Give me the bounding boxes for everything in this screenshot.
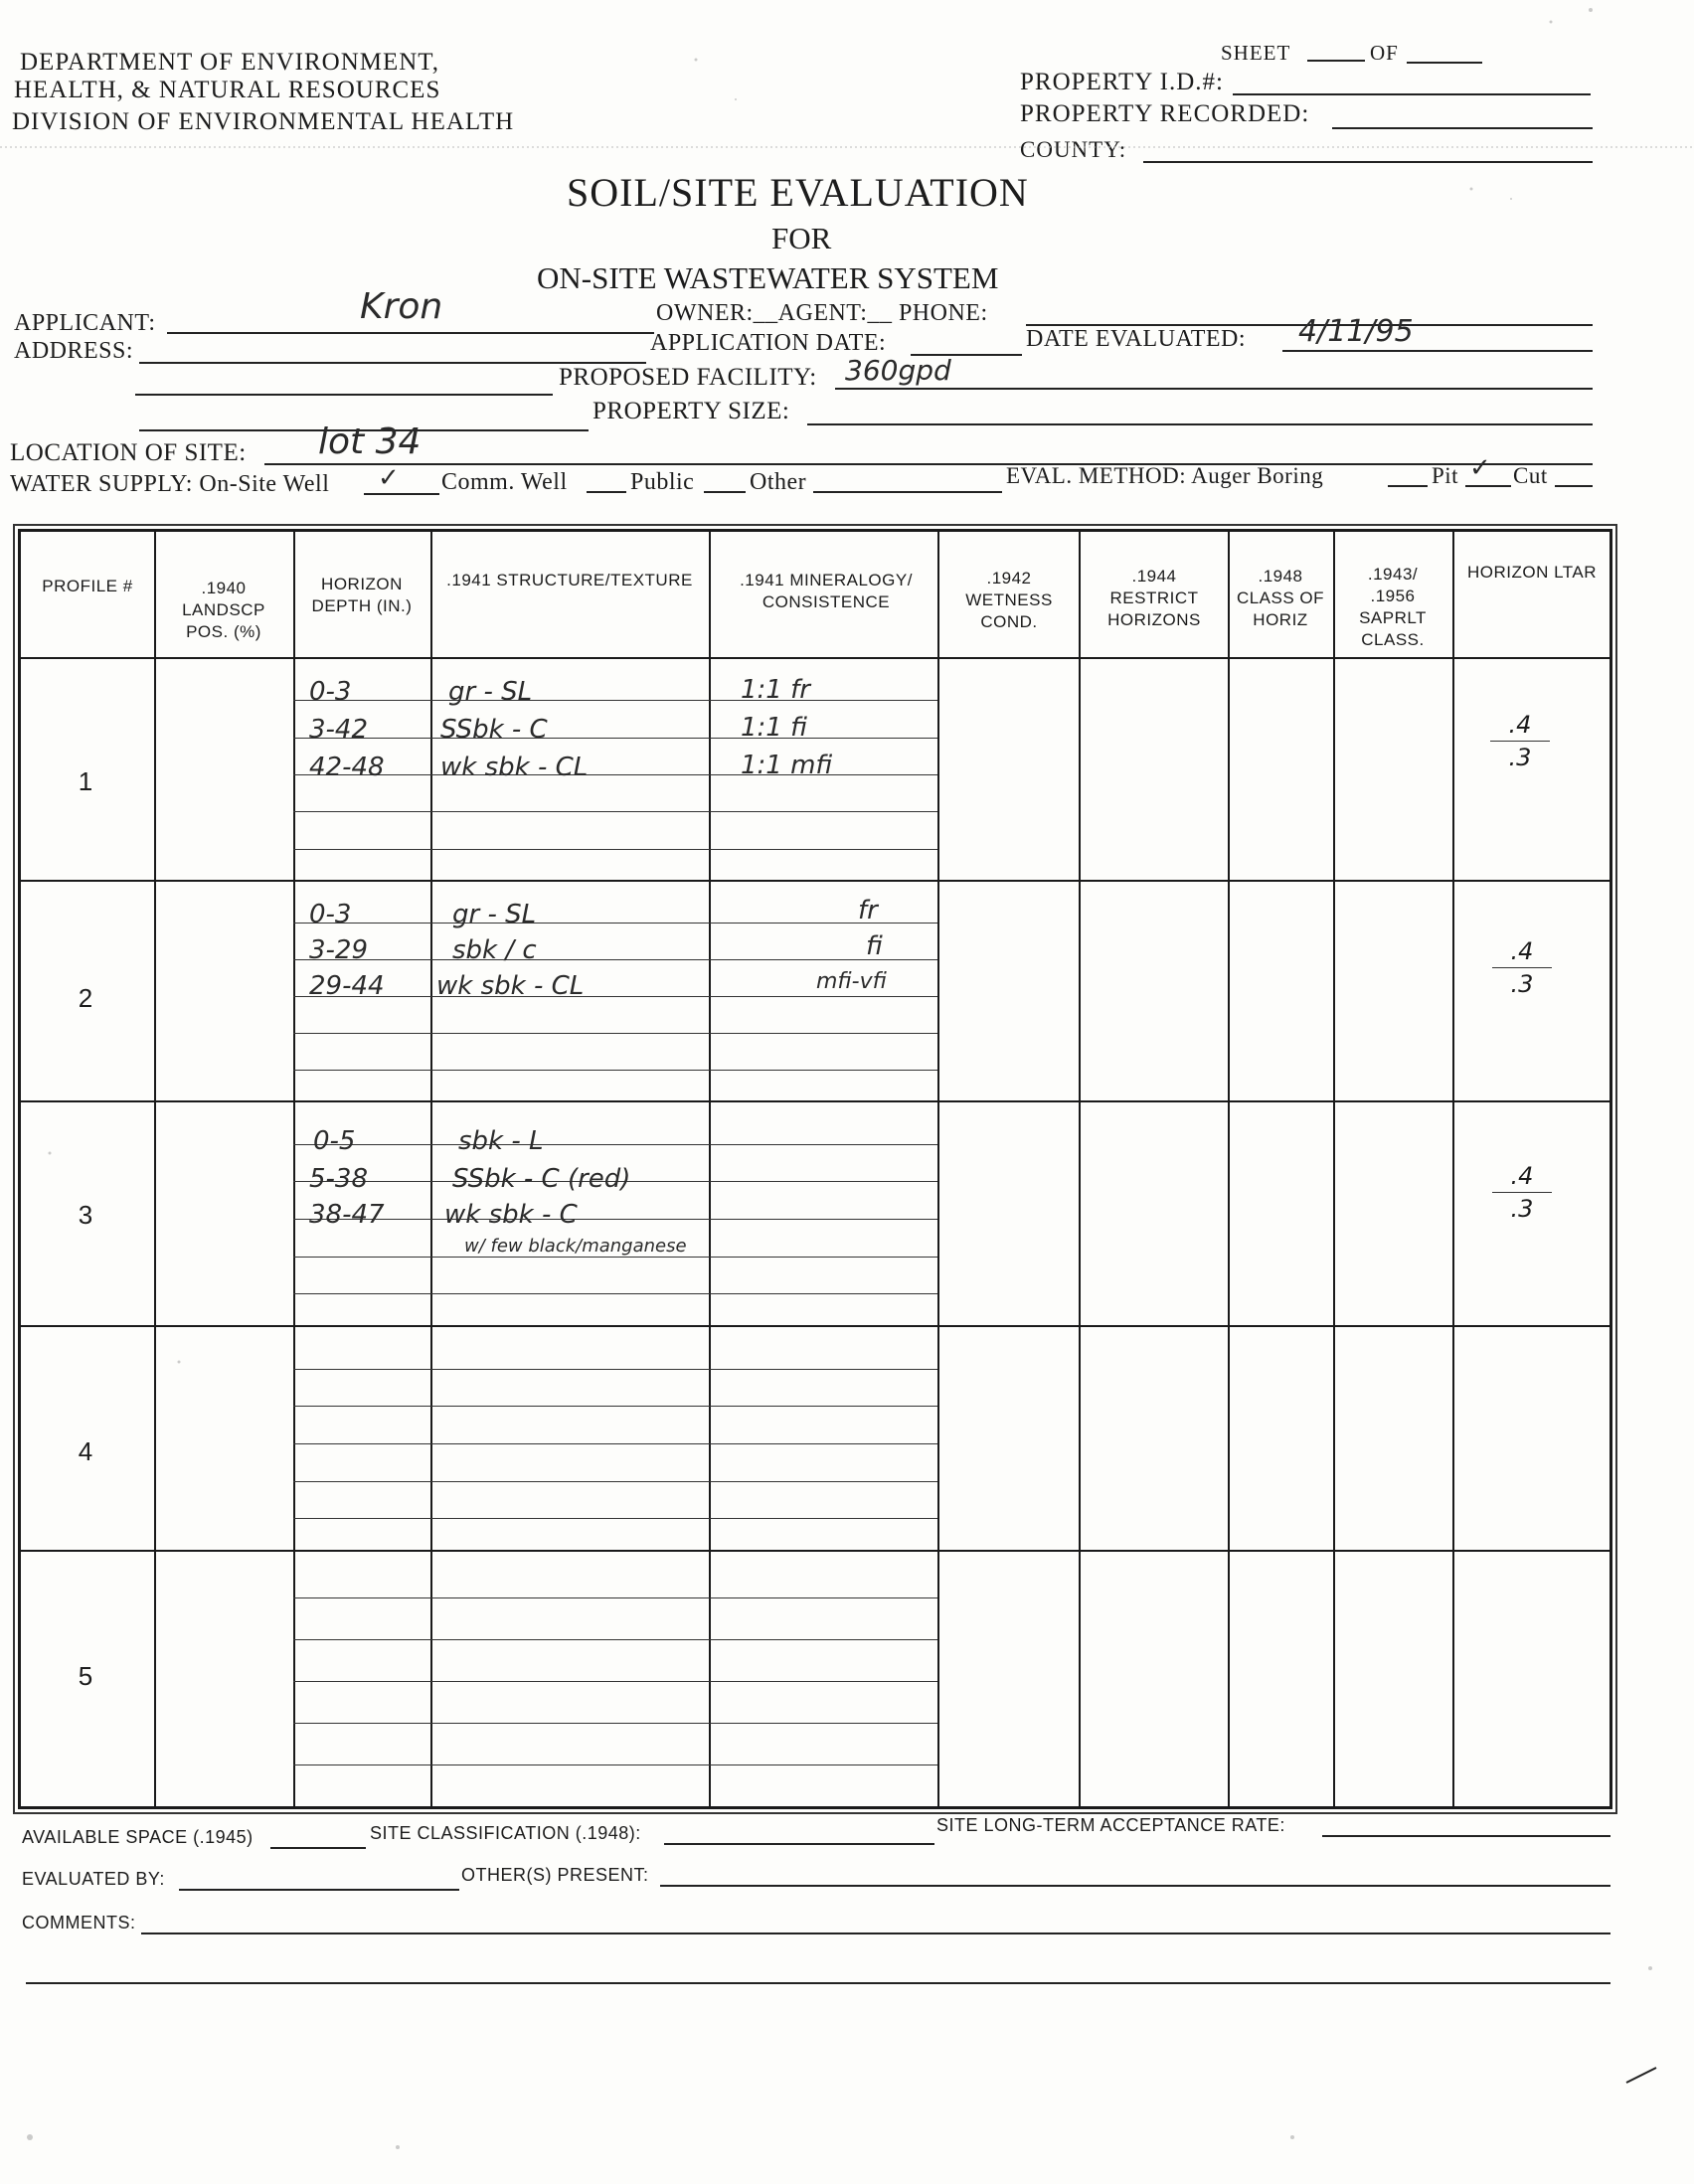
ltar-bottom: .3: [1508, 744, 1532, 771]
th-profile: PROFILE #: [42, 577, 133, 595]
mineralogy-cell: 1:1 mfi: [741, 751, 833, 780]
mineralogy-cell: mfi-vfi: [816, 969, 887, 994]
ltar-top: .4: [1508, 711, 1532, 739]
profile-number: 3: [78, 1200, 93, 1230]
depth-cell: 3-42: [309, 715, 369, 745]
comments-label: COMMENTS:: [22, 1913, 136, 1932]
profile-note: w/ few black/manganese: [464, 1236, 687, 1257]
dept-line-2: HEALTH, & NATURAL RESOURCES: [14, 77, 441, 103]
ltar-top: .4: [1510, 937, 1534, 965]
depth-cell: 38-47: [309, 1200, 385, 1230]
ltar-bottom: .3: [1510, 970, 1534, 998]
other-label: Other: [750, 469, 807, 495]
th-structure: .1941 STRUCTURE/TEXTURE: [446, 571, 693, 589]
sheet-label: SHEET: [1221, 41, 1291, 65]
applicant-label: APPLICANT:: [14, 310, 156, 336]
depth-cell: 0-3: [309, 677, 352, 707]
others-present-label: OTHER(S) PRESENT:: [461, 1865, 649, 1885]
structure-cell: sbk - L: [458, 1126, 544, 1156]
evaluated-by-label: EVALUATED BY:: [22, 1869, 165, 1889]
date-evaluated-value: 4/11/95: [1298, 314, 1414, 349]
water-supply-label: WATER SUPPLY: On-Site Well: [10, 471, 330, 497]
applicant-value: Kron: [360, 286, 443, 327]
public-label: Public: [630, 469, 695, 495]
property-id-label: PROPERTY I.D.#:: [1020, 69, 1224, 95]
th-landscp: .1940 LANDSCP POS. (%): [182, 579, 265, 641]
form-title: SOIL/SITE EVALUATION: [567, 170, 1029, 215]
ltar-top: .4: [1510, 1162, 1534, 1190]
th-class: .1948 CLASS OF HORIZ: [1236, 567, 1325, 629]
profile-number: 1: [78, 766, 93, 796]
property-recorded-label: PROPERTY RECORDED:: [1020, 100, 1310, 127]
profile-number: 2: [78, 983, 93, 1013]
form-subtitle: ON-SITE WASTEWATER SYSTEM: [537, 260, 999, 295]
available-space-label: AVAILABLE SPACE (.1945): [22, 1827, 254, 1847]
th-wetness: .1942 WETNESS COND.: [965, 569, 1053, 631]
structure-cell: gr - SL: [448, 677, 533, 707]
th-restrict: .1944 RESTRICT HORIZONS: [1107, 567, 1201, 629]
mineralogy-cell: 1:1 fi: [741, 713, 807, 743]
depth-cell: 29-44: [309, 971, 385, 1001]
comm-well-label: Comm. Well: [441, 469, 568, 495]
cut-label: Cut: [1513, 463, 1548, 488]
dept-line-3: DIVISION OF ENVIRONMENTAL HEALTH: [12, 108, 515, 135]
dept-line-1: DEPARTMENT OF ENVIRONMENT,: [20, 49, 439, 76]
form-title-for: FOR: [771, 221, 832, 255]
depth-cell: 0-3: [309, 900, 352, 929]
owner-agent-phone-label: OWNER:__AGENT:__ PHONE:: [656, 300, 988, 326]
pit-label: Pit: [1432, 463, 1459, 488]
site-classification-label: SITE CLASSIFICATION (.1948):: [370, 1823, 641, 1843]
th-horizon-depth: HORIZON DEPTH (IN.): [311, 575, 413, 615]
structure-cell: SSbk - C: [440, 715, 548, 745]
property-size-label: PROPERTY SIZE:: [593, 398, 790, 424]
date-evaluated-label: DATE EVALUATED:: [1026, 326, 1247, 352]
mineralogy-cell: 1:1 fr: [741, 675, 810, 705]
structure-cell: wk sbk - C: [444, 1200, 578, 1230]
depth-cell: 3-29: [309, 935, 369, 965]
structure-cell: gr - SL: [452, 900, 537, 929]
ltar-label: SITE LONG-TERM ACCEPTANCE RATE:: [936, 1815, 1285, 1835]
eval-method-label: EVAL. METHOD: Auger Boring: [1006, 463, 1324, 488]
structure-cell: sbk / c: [452, 935, 537, 965]
th-mineralogy: .1941 MINERALOGY/ CONSISTENCE: [740, 571, 913, 611]
structure-cell: wk sbk - CL: [440, 753, 589, 782]
onsite-well-check: ✓: [378, 463, 400, 493]
location-value: lot 34: [318, 421, 422, 462]
profile-number: 4: [78, 1436, 93, 1466]
pit-check: ✓: [1469, 453, 1491, 483]
application-date-label: APPLICATION DATE:: [650, 330, 887, 356]
ltar-bottom: .3: [1510, 1195, 1534, 1223]
address-label: ADDRESS:: [14, 338, 134, 364]
mineralogy-cell: fi: [866, 931, 883, 961]
structure-cell: SSbk - C (red): [452, 1164, 631, 1194]
th-saprlt: .1943/ .1956 SAPRLT CLASS.: [1359, 565, 1427, 649]
depth-cell: 5-38: [309, 1164, 369, 1194]
location-label: LOCATION OF SITE:: [10, 439, 247, 466]
proposed-facility-value: 360gpd: [845, 354, 951, 387]
depth-cell: 42-48: [309, 753, 385, 782]
structure-cell: wk sbk - CL: [436, 971, 585, 1001]
of-label: OF: [1370, 41, 1399, 65]
depth-cell: 0-5: [313, 1126, 356, 1156]
county-label: COUNTY:: [1020, 137, 1127, 162]
profile-number: 5: [78, 1661, 93, 1691]
mineralogy-cell: fr: [858, 896, 878, 925]
proposed-facility-label: PROPOSED FACILITY:: [559, 364, 817, 391]
th-ltar: HORIZON LTAR: [1466, 563, 1598, 582]
